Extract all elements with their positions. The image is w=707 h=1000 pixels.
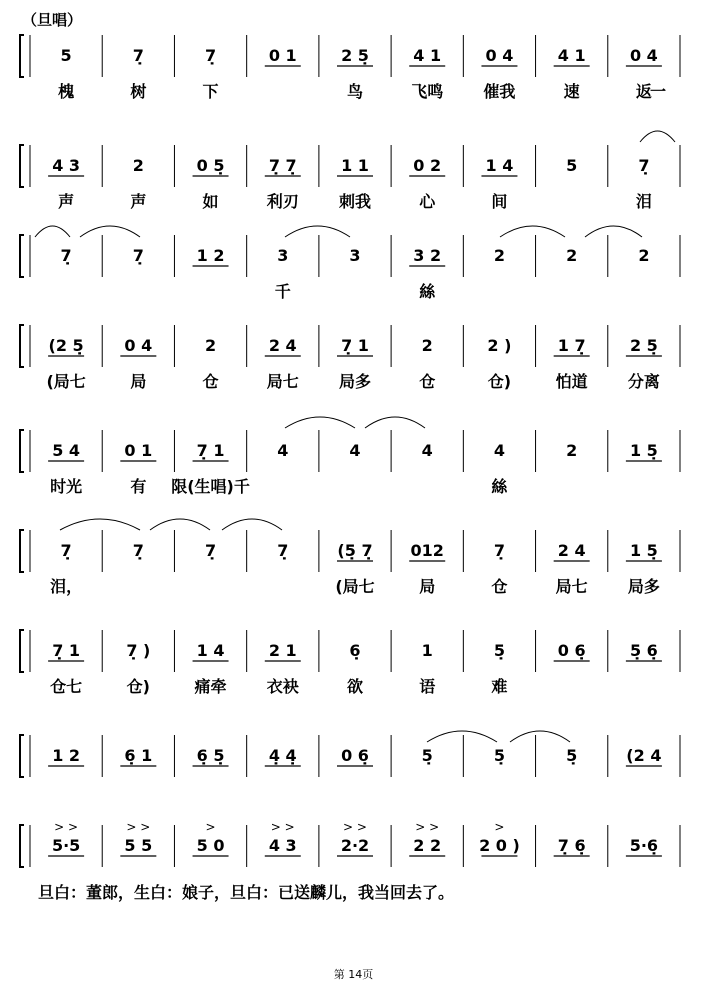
- measure-lyric: 仓七: [50, 677, 83, 696]
- measure-notes: 0 1: [268, 46, 297, 65]
- measure-notes: 7̣ 1: [52, 641, 81, 660]
- measure-lyric: 刺我: [338, 192, 372, 211]
- measure-lyric: 飞鸣: [411, 82, 444, 101]
- measure-notes: 0 4: [629, 46, 658, 65]
- measure-lyric: 声: [130, 192, 147, 211]
- role-label: （旦唱）: [22, 11, 83, 29]
- measure-notes: 7̣ 1: [196, 441, 225, 460]
- slur-arc: [510, 731, 570, 742]
- measure-notes: 2 0 ): [479, 836, 520, 855]
- slur-arc: [500, 226, 565, 237]
- measure-notes: 2 4: [268, 336, 297, 355]
- measure-notes: 7̣: [132, 246, 144, 265]
- measure-notes: 3 2: [413, 246, 442, 265]
- slur-arc: [285, 226, 350, 237]
- measure-lyric: 心: [419, 192, 436, 211]
- system-bracket: [20, 735, 24, 777]
- measure-notes: 7̣ ): [126, 641, 151, 660]
- slur-arc: [80, 226, 140, 237]
- accent-mark: > >: [270, 820, 295, 834]
- measure-notes: 012: [410, 541, 444, 560]
- slur-arc: [285, 417, 355, 428]
- measure-notes: 2: [638, 246, 650, 265]
- measure-lyric: 局七: [266, 372, 299, 391]
- measure-lyric: 千: [274, 282, 291, 301]
- measure-lyric: 一: [649, 82, 667, 101]
- measure-notes: 1 4: [485, 156, 514, 175]
- accent-mark: >: [494, 820, 505, 834]
- measure-notes: 7̣: [132, 46, 144, 65]
- measure-lyric: 催我: [483, 82, 516, 101]
- measure-notes: 5: [566, 156, 578, 175]
- measure-notes: 2 2: [413, 836, 442, 855]
- measure-notes: 2 ): [487, 336, 512, 355]
- measure-notes: 1 5̣: [629, 541, 658, 560]
- measure-notes: 2 5̣: [629, 336, 658, 355]
- score-row: [20, 145, 680, 211]
- measure-lyric: 限(生唱)千: [171, 477, 250, 496]
- measure-lyric: 分离: [627, 372, 660, 391]
- measure-notes: 7̣: [277, 541, 289, 560]
- measure-notes: 5: [60, 46, 72, 65]
- system-bracket: [20, 825, 24, 867]
- measure-lyric: 絲: [419, 282, 436, 301]
- measure-lyric: 局多: [338, 372, 372, 391]
- measure-notes: 7̣ 6̣: [557, 836, 586, 855]
- measure-notes: 7̣: [204, 46, 217, 65]
- measure-lyric: 局七: [555, 577, 588, 596]
- measure-notes: 1 5̣: [629, 441, 658, 460]
- measure-notes: 2: [566, 246, 578, 265]
- measure-notes: 4: [277, 441, 289, 460]
- measure-notes: 1 7̣: [557, 336, 586, 355]
- measure-notes: 0 4: [124, 336, 153, 355]
- measure-lyric: 声: [58, 192, 75, 211]
- measure-notes: 1 4: [196, 641, 225, 660]
- measure-notes: 5̣: [493, 746, 506, 765]
- dialogue-line: 旦白：董郎，生白：娘子，旦白：已送麟儿，我当回去了。: [38, 883, 455, 902]
- score-row: [20, 735, 680, 777]
- measure-notes: 4 3: [52, 156, 81, 175]
- measure-notes: 3: [277, 246, 289, 265]
- system-bracket: [20, 430, 24, 472]
- measure-notes: 1 2: [196, 246, 225, 265]
- measure-notes: 4̣ 4̣: [268, 746, 297, 765]
- measure-notes: 1 2: [52, 746, 81, 765]
- measure-notes: 0 2: [413, 156, 442, 175]
- measure-notes: 7̣ 1: [341, 336, 369, 355]
- measure-notes: 5 4: [52, 441, 81, 460]
- measure-notes: 2 4: [557, 541, 586, 560]
- system-bracket: [20, 145, 24, 187]
- measure-lyric: 下: [202, 82, 219, 101]
- measure-lyric: (局七: [46, 372, 86, 391]
- system-bracket: [20, 530, 24, 572]
- measure-notes: 7̣: [132, 541, 144, 560]
- accent-mark: > >: [415, 820, 440, 834]
- system-bracket: [20, 325, 24, 367]
- measure-lyric: 鸟: [346, 82, 364, 101]
- measure-notes: 0 6̣: [341, 746, 369, 765]
- slur-arc: [60, 519, 140, 530]
- measure-notes: 5·6̣: [629, 836, 659, 855]
- score-row: [20, 235, 680, 301]
- measure-notes: 7̣: [493, 541, 506, 560]
- measure-lyric: 局: [130, 372, 147, 391]
- measure-notes: 5̣: [421, 746, 433, 765]
- measure-notes: 1: [421, 641, 433, 660]
- measure-notes: 1 1: [341, 156, 369, 175]
- measure-lyric: 局多: [627, 577, 660, 596]
- measure-notes: 2 1: [268, 641, 297, 660]
- measure-notes: 3: [349, 246, 361, 265]
- measure-notes: 4 3: [268, 836, 297, 855]
- measure-notes: 2: [421, 336, 433, 355]
- measure-lyric: 时光: [50, 477, 83, 496]
- score-row: [20, 35, 680, 101]
- measure-notes: 7̣: [60, 541, 72, 560]
- score-row: [20, 630, 680, 696]
- slur-arc: [35, 226, 70, 237]
- measure-notes: 5·5: [51, 836, 81, 855]
- slur-arc: [222, 519, 282, 530]
- measure-notes: 4: [421, 441, 433, 460]
- accent-mark: > >: [343, 820, 367, 834]
- measure-notes: 0 4: [485, 46, 514, 65]
- measure-lyric: 树: [130, 82, 147, 101]
- score-row: [20, 820, 680, 867]
- measure-lyric: 仓: [202, 372, 219, 391]
- measure-notes: (2 5̣: [48, 336, 84, 355]
- measure-lyric: 间: [491, 192, 508, 211]
- measure-notes: 0 1: [124, 441, 153, 460]
- measure-notes: (2 4: [626, 746, 662, 765]
- measure-lyric: 欲: [346, 677, 364, 696]
- slur-arc: [585, 226, 642, 237]
- measure-lyric: 仓: [491, 577, 508, 596]
- measure-notes: 2: [493, 246, 506, 265]
- measure-notes: 5̣: [493, 641, 506, 660]
- measure-lyric: 痛牵: [194, 677, 227, 696]
- accent-mark: >: [205, 820, 216, 834]
- measure-lyric: 如: [202, 192, 219, 211]
- score-row: [20, 530, 680, 597]
- measure-lyric: 仓): [487, 372, 512, 391]
- score-row: [20, 430, 680, 496]
- measure-notes: 7̣ 7̣: [268, 156, 297, 175]
- measure-lyric: 返: [635, 82, 652, 101]
- measure-lyric: 槐: [58, 82, 75, 101]
- measure-notes: 6̣ 1: [124, 746, 153, 765]
- measure-notes: (5̣ 7̣: [337, 541, 373, 560]
- measure-notes: 2 5̣: [341, 46, 369, 65]
- measure-notes: 6̣: [349, 641, 361, 660]
- measure-notes: 7̣: [638, 156, 650, 175]
- measure-lyric: 衣袂: [266, 677, 299, 696]
- slur-arc: [427, 731, 497, 742]
- accent-mark: > >: [54, 820, 79, 834]
- measure-lyric: 泪: [635, 192, 652, 211]
- measure-notes: 0 6̣: [557, 641, 586, 660]
- measure-notes: 2: [132, 156, 144, 175]
- score-row: [20, 325, 680, 391]
- system-bracket: [20, 235, 24, 277]
- measure-lyric: 局: [419, 577, 436, 596]
- measure-notes: 5 5: [124, 836, 153, 855]
- measure-notes: 4: [493, 441, 506, 460]
- measure-lyric: 利刃: [266, 192, 299, 211]
- page-footer: 第 14页: [333, 968, 374, 981]
- measure-notes: 7̣: [204, 541, 217, 560]
- measure-lyric: 语: [419, 677, 436, 696]
- measure-lyric: 难: [491, 677, 508, 696]
- accent-mark: > >: [126, 820, 151, 834]
- measure-lyric: 速: [563, 82, 580, 101]
- measure-lyric: 絲: [491, 477, 508, 496]
- measure-notes: 5̣ 6̣: [629, 641, 658, 660]
- measure-notes: 7̣: [60, 246, 72, 265]
- measure-notes: 6̣ 5̣: [196, 746, 225, 765]
- system-bracket: [20, 35, 24, 77]
- measure-lyric: 泪，: [50, 577, 83, 596]
- slur-arc: [365, 417, 425, 428]
- system-bracket: [20, 630, 24, 672]
- measure-notes: 2·2: [340, 836, 370, 855]
- measure-lyric: 仓: [419, 372, 436, 391]
- measure-lyric: 怕道: [555, 372, 588, 391]
- measure-notes: 0 5̣: [196, 156, 225, 175]
- measure-notes: 5̣: [566, 746, 578, 765]
- measure-notes: 2: [204, 336, 217, 355]
- measure-notes: 4 1: [413, 46, 442, 65]
- measure-lyric: 有: [130, 477, 147, 496]
- measure-lyric: 仓): [126, 677, 150, 696]
- measure-notes: 4: [349, 441, 361, 460]
- measure-notes: 4 1: [557, 46, 586, 65]
- slur-arc: [640, 131, 675, 142]
- slur-arc: [150, 519, 210, 530]
- measure-lyric: (局七: [335, 577, 375, 596]
- measure-notes: 2: [566, 441, 578, 460]
- measure-notes: 5 0: [196, 836, 225, 855]
